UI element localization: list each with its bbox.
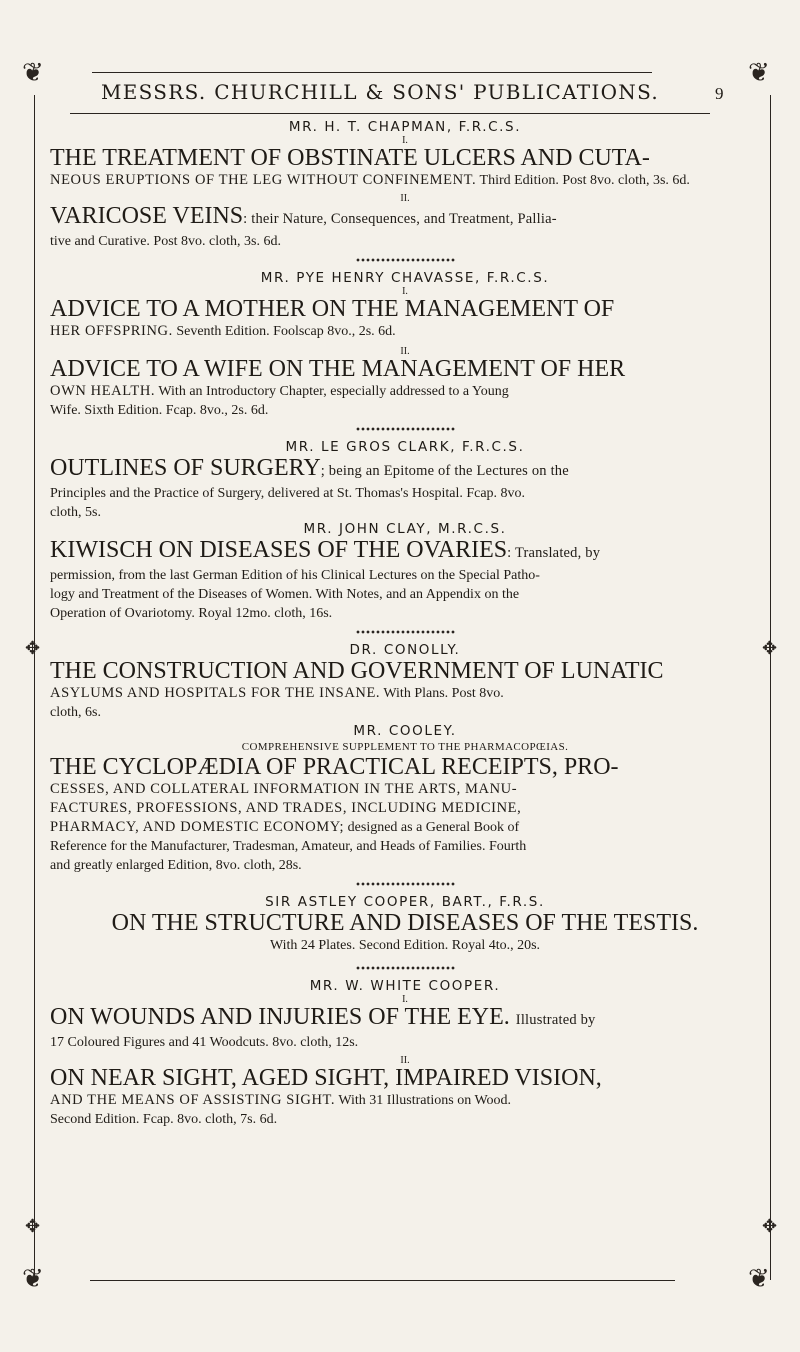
entry-details: With 31 Illustrations on Wood. (338, 1093, 512, 1108)
catalogue-entry (50, 1005, 760, 1052)
entry-title: ADVICE TO A MOTHER ON THE MANAGEMENT OF (50, 296, 615, 322)
entry-details: Seventh Edition. Foolscap 8vo., 2s. 6d. (176, 324, 396, 339)
catalogue-entry (50, 357, 760, 420)
entry-details: Operation of Ovariotomy. Royal 12mo. cloth, 16s. (50, 606, 333, 621)
entry-details: With 24 Plates. Second Edition. Royal 4to., 20s. (269, 938, 541, 953)
entry-title: VARICOSE VEINS (50, 203, 244, 229)
catalogue-entry (50, 755, 760, 875)
catalogue-entry (50, 911, 760, 955)
entry-title: KIWISCH ON DISEASES OF THE OVARIES (50, 537, 508, 563)
catalogue-content (50, 118, 760, 1129)
catalogue-entry (50, 1066, 760, 1129)
top-rule (92, 72, 652, 73)
work-numeral: I. (402, 994, 408, 1005)
catalogue-entry (50, 659, 760, 722)
work-numeral: II. (400, 346, 410, 357)
entry-details: Illustrated by (515, 1012, 596, 1028)
work-numeral: II. (400, 1055, 410, 1066)
entry-details: Second Edition. Fcap. 8vo. cloth, 7s. 6d. (50, 1112, 278, 1127)
entry-title: ON NEAR SIGHT, AGED SIGHT, IMPAIRED VISION, (50, 1065, 602, 1091)
entry-details: : Translated, by (507, 545, 601, 561)
work-numeral: I. (402, 286, 408, 297)
entry-details: : their Nature, Consequences, and Treatment, Pallia- (243, 211, 557, 227)
left-border (34, 95, 35, 1280)
entry-details: With Plans. Post 8vo. (383, 686, 504, 701)
entry-title: THE TREATMENT OF OBSTINATE ULCERS AND CUTA- (50, 145, 650, 171)
side-ornament-right-icon: ✥ (762, 638, 778, 659)
entry-subtitle: NEOUS ERUPTIONS OF THE LEG WITHOUT CONFINEMENT. (50, 172, 477, 188)
section-kicker: COMPREHENSIVE SUPPLEMENT TO THE PHARMACOPŒIAS. (241, 741, 569, 753)
work-numeral: II. (400, 193, 410, 204)
catalogue-entry (50, 456, 760, 522)
entry-details: With an Introductory Chapter, especially addressed to a Young (158, 384, 509, 399)
running-title: MESSRS. CHURCHILL & SONS' PUBLICATIONS. (100, 80, 660, 104)
entry-details: Principles and the Practice of Surgery, delivered at St. Thomas's Hospital. Fcap. 8vo. (50, 486, 526, 501)
side-ornament-left-icon: ✥ (25, 638, 41, 659)
corner-ornament-bottom-right-icon: ❦ (748, 1264, 770, 1294)
entry-details: cloth, 5s. (50, 505, 101, 520)
entry-subtitle: HER OFFSPRING. (50, 323, 173, 339)
entry-title: ON THE STRUCTURE AND DISEASES OF THE TESTIS. (111, 910, 699, 936)
bottom-rule (90, 1280, 675, 1281)
entry-details: cloth, 6s. (50, 705, 101, 720)
side-ornament-left-lower-icon: ✥ (25, 1216, 41, 1237)
divider (355, 881, 455, 887)
entry-title: ADVICE TO A WIFE ON THE MANAGEMENT OF HER (50, 356, 626, 382)
work-numeral: I. (402, 135, 408, 146)
divider (355, 629, 455, 635)
entry-details: Third Edition. Post 8vo. cloth, 3s. 6d. (479, 173, 690, 188)
page-number: 9 (715, 84, 724, 103)
corner-ornament-top-left-icon: ❦ (22, 58, 44, 88)
entry-subtitle: CESSES, AND COLLATERAL INFORMATION IN THE ARTS, MANU- (50, 781, 518, 797)
entry-title: THE CONSTRUCTION AND GOVERNMENT OF LUNATIC (50, 658, 664, 684)
entry-details: logy and Treatment of the Diseases of Women. With Notes, and an Appendix on the (50, 587, 520, 602)
entry-subtitle: PHARMACY, AND DOMESTIC ECONOMY; (50, 819, 345, 835)
entry-subtitle: ASYLUMS AND HOSPITALS FOR THE INSANE. (50, 685, 381, 701)
top-rule-lower (70, 113, 710, 114)
entry-title: ON WOUNDS AND INJURIES OF THE EYE. (50, 1004, 510, 1030)
catalogue-entry (50, 538, 760, 623)
author-heading: MR. LE GROS CLARK, F.R.C.S. (285, 439, 525, 455)
side-ornament-right-lower-icon: ✥ (762, 1216, 778, 1237)
entry-subtitle: FACTURES, PROFESSIONS, AND TRADES, INCLUDING MEDICINE, (50, 800, 522, 816)
author-heading: SIR ASTLEY COOPER, BART., F.R.S. (265, 894, 545, 910)
catalogue-entry (50, 204, 760, 251)
author-heading: MR. JOHN CLAY, M.R.C.S. (303, 521, 507, 537)
entry-title: OUTLINES OF SURGERY (50, 455, 321, 481)
author-heading: MR. H. T. CHAPMAN, F.R.C.S. (288, 119, 522, 135)
entry-subtitle: AND THE MEANS OF ASSISTING SIGHT. (50, 1092, 336, 1108)
entry-details: Wife. Sixth Edition. Fcap. 8vo., 2s. 6d. (50, 403, 269, 418)
entry-subtitle: OWN HEALTH. (50, 383, 156, 399)
entry-details: ; being an Epitome of the Lectures on the (320, 463, 569, 479)
author-heading: DR. CONOLLY. (349, 642, 461, 658)
divider (355, 426, 455, 432)
author-heading: MR. PYE HENRY CHAVASSE, F.R.C.S. (260, 270, 550, 286)
corner-ornament-bottom-left-icon: ❦ (22, 1264, 44, 1294)
catalogue-entry (50, 146, 760, 190)
entry-details: Reference for the Manufacturer, Tradesman, Amateur, and Heads of Families. Fourth (50, 839, 527, 854)
entry-title: THE CYCLOPÆDIA OF PRACTICAL RECEIPTS, PRO- (50, 754, 619, 780)
divider (355, 965, 455, 971)
author-heading: MR. W. WHITE COOPER. (309, 978, 501, 994)
divider (355, 257, 455, 263)
corner-ornament-top-right-icon: ❦ (748, 58, 770, 88)
right-border (770, 95, 771, 1280)
entry-details: 17 Coloured Figures and 41 Woodcuts. 8vo. cloth, 12s. (50, 1035, 359, 1050)
author-heading: MR. COOLEY. (353, 723, 457, 739)
catalogue-entry (50, 297, 760, 341)
entry-details: and greatly enlarged Edition, 8vo. cloth, 28s. (50, 858, 302, 873)
entry-details: tive and Curative. Post 8vo. cloth, 3s. 6d. (50, 234, 281, 249)
entry-details: designed as a General Book of (347, 820, 520, 835)
entry-details: permission, from the last German Edition of his Clinical Lectures on the Special Patho- (50, 568, 540, 583)
